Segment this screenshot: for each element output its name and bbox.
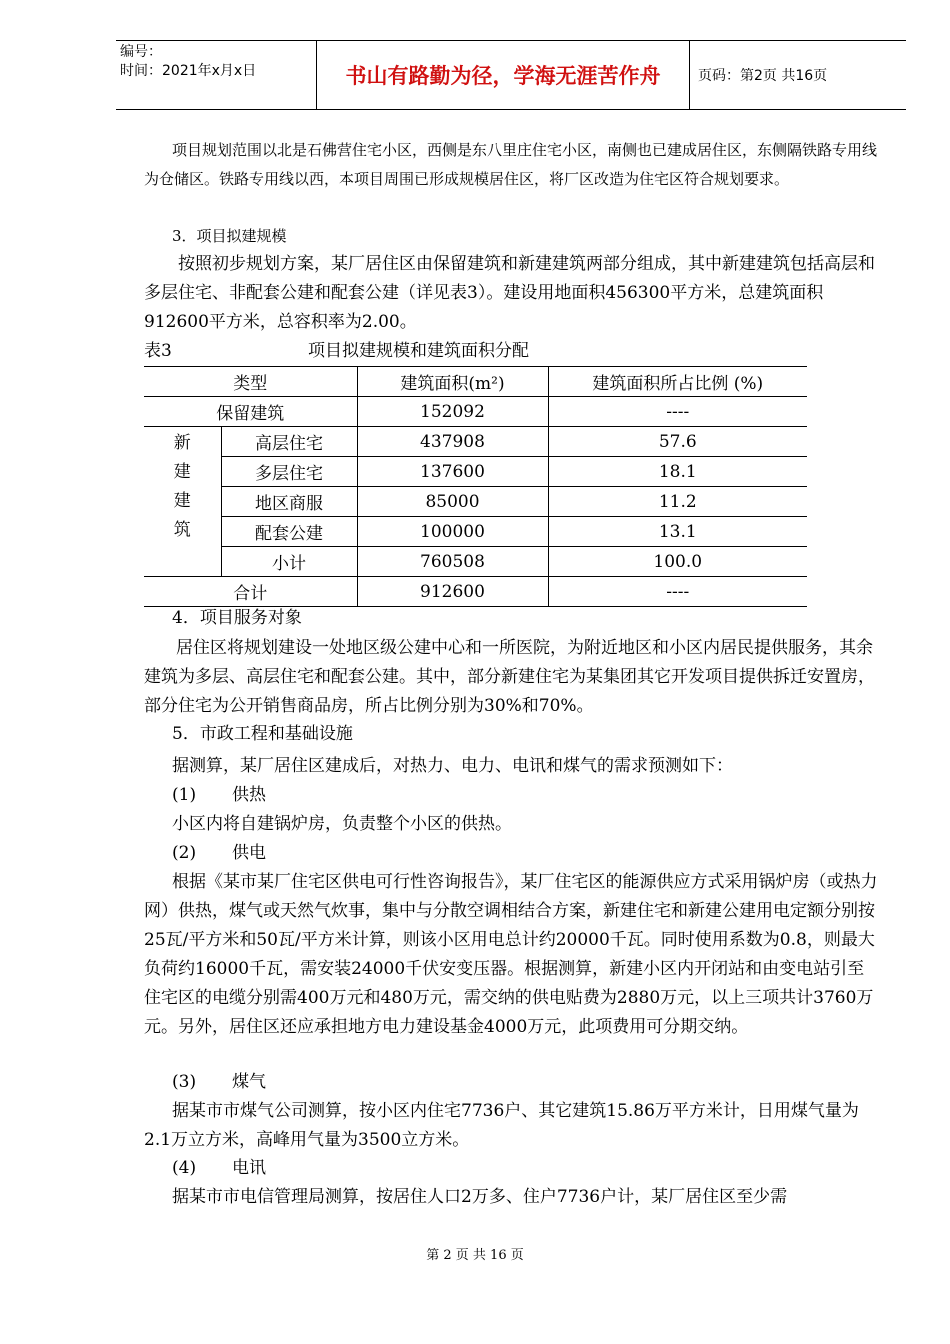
col-type-header: 类型: [144, 367, 357, 397]
item-1-heading: [172, 781, 266, 810]
col-area-header: 建筑面积(m²): [357, 367, 548, 397]
section-3-title: 3．项目拟建规模: [172, 227, 287, 245]
group-char: 新: [173, 433, 191, 453]
total-ratio: ----: [548, 577, 807, 607]
intro-paragraph: 项目规划范围以北是石佛营住宅小区，西侧是东八里庄住宅小区，南侧也已建成居住区，东侧隔铁路专用线为仓储区。铁路专用线以西，本项目周围已形成规模居住区，将厂区改造为住宅区符合规划要求。: [144, 141, 878, 188]
time-label: 时间：2021年x月x日: [120, 63, 257, 79]
row-label: 高层住宅: [221, 427, 357, 457]
row-ratio: 18.1: [548, 457, 807, 487]
item-2-title: 供电: [232, 843, 266, 863]
number-label: 编号：: [120, 44, 162, 60]
table-caption-title: 项目拟建规模和建筑面积分配: [308, 341, 529, 361]
table-caption: [144, 336, 529, 361]
section-5-body: 据测算，某厂居住区建成后，对热力、电力、电讯和煤气的需求预测如下：: [172, 756, 733, 776]
item-4-body: 据某市市电信管理局测算，按居住人口2万多、住户7736户计，某厂居住区至少需: [172, 1187, 788, 1207]
section-5-title: 5．市政工程和基础设施: [172, 724, 353, 744]
row-ratio: 100.0: [548, 547, 807, 577]
group-char: 筑: [173, 520, 191, 540]
item-3-body: 据某市市煤气公司测算，按小区内住宅7736户、其它建筑15.86万平方米计，日用煤气量为2.1万立方米，高峰用气量为3500立方米。: [144, 1101, 859, 1150]
item-2-body: 根据《某市某厂住宅区供电可行性咨询报告》，某厂住宅区的能源供应方式采用锅炉房（或热力网）供热，煤气或天然气炊事，集中与分散空调相结合方案，新建住宅和新建公建用电定额分别按25瓦/平方米和50瓦/平方米计算，则该小区用电总计约20000千瓦。同时使用系数为0.8，则最大负荷约16000千瓦，需安装24000千伏安变压器。根据测算，新建小区内开闭站和由变电站引至住宅区的电缆分别需400万元和480万元，需交纳的供电贴费为2880万元，以上三项共计3760万元。另外，居住区还应承担地方电力建设基金4000万元，此项费用可分期交纳。: [144, 872, 878, 1037]
header-page-info: 页码：第2页 共16页: [698, 68, 828, 84]
row-label: 小计: [221, 547, 357, 577]
row-area: 100000: [357, 517, 548, 547]
col-ratio-header: 建筑面积所占比例 (%): [548, 367, 807, 397]
row-area: 85000: [357, 487, 548, 517]
new-building-group-label: [144, 427, 221, 577]
row-label: 地区商服: [221, 487, 357, 517]
item-3-title: 煤气: [232, 1072, 266, 1092]
item-3-heading: [172, 1068, 266, 1097]
header-meta: [116, 41, 316, 109]
row-label: 多层住宅: [221, 457, 357, 487]
item-4-number: (4): [172, 1158, 197, 1178]
table-header-row: [144, 367, 807, 397]
item-1-body: 小区内将自建锅炉房，负责整个小区的供热。: [172, 814, 512, 834]
row-area: 137600: [357, 457, 548, 487]
table-row: [144, 487, 807, 517]
row-ratio: 13.1: [548, 517, 807, 547]
retained-area: 152092: [357, 397, 548, 427]
table-total-row: [144, 577, 807, 607]
item-2-number: (2): [172, 843, 197, 863]
page-header: [116, 40, 906, 110]
table-row: [144, 517, 807, 547]
item-2-heading: [172, 839, 266, 868]
table-row: [144, 547, 807, 577]
section-3-body: 按照初步规划方案，某厂居住区由保留建筑和新建建筑两部分组成，其中新建建筑包括高层和多层住宅、非配套公建和配套公建（详见表3）。建设用地面积456300平方米，总建筑面积912600平方米，总容积率为2.00。: [144, 254, 875, 332]
header-motto: 书山有路勤为径，学海无涯苦作舟: [316, 41, 690, 109]
section-4-body: 居住区将规划建设一处地区级公建中心和一所医院，为附近地区和小区内居民提供服务，其余建筑为多层、高层住宅和配套公建。其中，部分新建住宅为某集团其它开发项目提供拆迁安置房，部分住宅为公开销售商品房，所占比例分别为30%和70%。: [144, 638, 875, 716]
retained-label: 保留建筑: [144, 397, 357, 427]
group-char: 建: [173, 462, 191, 482]
row-ratio: 11.2: [548, 487, 807, 517]
table-row: [144, 427, 807, 457]
row-area: 437908: [357, 427, 548, 457]
total-area: 912600: [357, 577, 548, 607]
section-4-title: 4．项目服务对象: [172, 608, 302, 628]
row-label: 配套公建: [221, 517, 357, 547]
item-1-title: 供热: [232, 785, 266, 805]
row-ratio: 57.6: [548, 427, 807, 457]
item-4-title: 电讯: [232, 1158, 266, 1178]
table-caption-number: 表3: [144, 341, 172, 361]
table-row: [144, 397, 807, 427]
area-table: [144, 366, 807, 607]
item-1-number: (1): [172, 785, 197, 805]
total-label: 合计: [144, 577, 357, 607]
row-area: 760508: [357, 547, 548, 577]
table-row: [144, 457, 807, 487]
page-footer: 第 2 页 共 16 页: [426, 1248, 524, 1263]
group-char: 建: [173, 491, 191, 511]
item-3-number: (3): [172, 1072, 197, 1092]
item-4-heading: [172, 1154, 266, 1183]
retained-ratio: ----: [548, 397, 807, 427]
